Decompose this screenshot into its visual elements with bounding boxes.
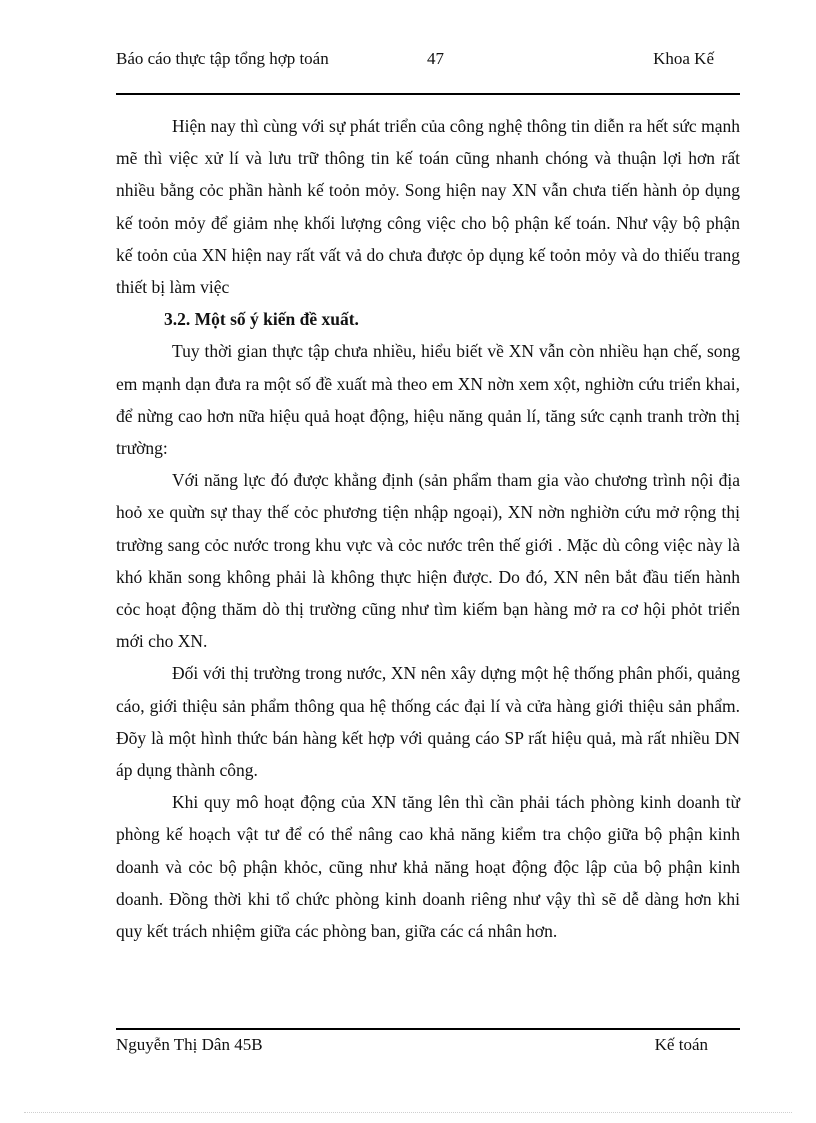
header-divider [116, 93, 740, 95]
header-department: Khoa Kế [653, 49, 714, 68]
footer-major: Kế toán [654, 1035, 708, 1054]
paragraph-5: Khi quy mô hoạt động của XN tăng lên thì cần phải tách phòng kinh doanh từ phòng kế hoạch vật tư để có thể nâng cao khả năng kiểm tra chộo giữa bộ phận kinh doanh và cỏc bộ phận khỏc, cũng như khả năng hoạt động độc lập của bộ phận kinh doanh. Đồng thời khi tổ chức phòng kinh doanh riêng như vậy thì sẽ dễ dàng hơn khi quy kết trách nhiệm giữa các phòng ban, giữa các cá nhân hơn. [116, 792, 740, 942]
header-report-title: Báo cáo thực tập tổng hợp toán [116, 49, 329, 68]
paragraph-1: Hiện nay thì cùng với sự phát triển của công nghệ thông tin diễn ra hết sức mạnh mẽ thì việc xử lí và lưu trữ thông tin kế toán cũng nhanh chóng và thuận lợi hơn rất nhiều bằng cỏc phần hành kế toỏn mỏy. Song hiện nay XN vẫn chưa tiến hành ỏp dụng kế toỏn mỏy để giảm nhẹ khối lượng công việc cho bộ phận kế toán. Như vậy bộ phận kế toỏn của XN hiện nay rất vất vả do chưa được ỏp dụng kế toỏn mỏy và do thiếu trang thiết bị làm việc [116, 116, 740, 298]
paragraph-3: Với năng lực đó được khẳng định (sản phẩm tham gia vào chương trình nội địa hoỏ xe quừn sự thay thế cỏc phương tiện nhập ngoại), XN nờn nghiờn cứu mở rộng thị trường sang cỏc nước trong khu vực và cỏc nước trên thế giới . Mặc dù công việc này là khó khăn song không phải là không thực hiện được. Do đó, XN nên bắt đầu tiến hành cỏc hoạt động thăm dò thị trường cũng như tìm kiếm bạn hàng mở ra cơ hội phỏt triển mới cho XN. [116, 470, 740, 652]
footer-author: Nguyễn Thị Dân 45B [116, 1035, 263, 1054]
document-body [116, 110, 740, 947]
header-page-number: 47 [427, 49, 444, 68]
page-header [116, 48, 740, 94]
paragraph-4: Đối với thị trường trong nước, XN nên xây dựng một hệ thống phân phối, quảng cáo, giới thiệu sản phẩm thông qua hệ thống các đại lí và cửa hàng giới thiệu sản phẩm. Đõy là một hình thức bán hàng kết hợp với quảng cáo SP rất hiệu quả, mà rất nhiều DN áp dụng thành công. [116, 663, 740, 781]
page-edge-divider [24, 1112, 792, 1113]
paragraph-2: Tuy thời gian thực tập chưa nhiều, hiểu biết về XN vẫn còn nhiều hạn chế, song em mạnh dạn đưa ra một số đề xuất mà theo em XN nờn xem xột, nghiờn cứu triển khai, để nừng cao hơn nữa hiệu quả hoạt động, hiệu năng quản lí, tăng sức cạnh tranh trờn thị trường: [116, 341, 740, 459]
section-heading: 3.2. Một số ý kiến đề xuất. [164, 309, 359, 330]
footer-divider [116, 1028, 740, 1030]
